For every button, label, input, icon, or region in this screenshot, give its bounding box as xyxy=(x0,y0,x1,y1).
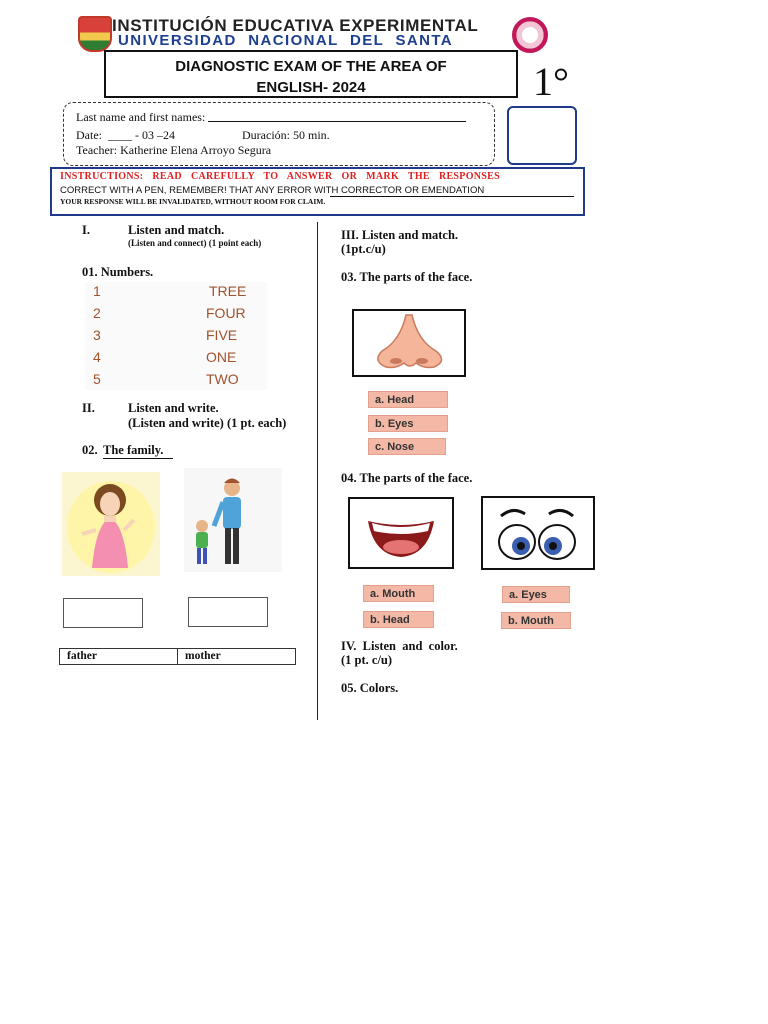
number-item[interactable]: 2 xyxy=(93,305,101,321)
date-value[interactable]: ____ - 03 –24 xyxy=(108,128,175,142)
institution-name: INSTITUCIÓN EDUCATIVA EXPERIMENTAL xyxy=(112,16,479,35)
instructions-line3: YOUR RESPONSE WILL BE INVALIDATED, WITHOUT ROOM FOR CLAIM. xyxy=(60,197,326,206)
section1-number: I. xyxy=(82,223,90,237)
eyes-picture xyxy=(481,496,595,570)
mother-answer-box[interactable] xyxy=(63,598,143,628)
number-item[interactable]: 4 xyxy=(93,349,101,365)
section2-subtitle: (Listen and write) (1 pt. each) xyxy=(128,416,287,430)
name-field[interactable] xyxy=(208,121,466,122)
tag-mouth-right[interactable]: b. Mouth xyxy=(501,612,571,629)
university-seal xyxy=(512,17,548,53)
school-logo xyxy=(78,16,112,52)
section3-subtitle: (1pt.c/u) xyxy=(341,242,386,256)
tag-nose[interactable]: c. Nose xyxy=(368,438,446,455)
question-03-label: 03. The parts of the face. xyxy=(341,270,473,284)
instructions-line1: INSTRUCTIONS: READ CAREFULLY TO ANSWER OR MARK THE RESPONSES xyxy=(60,171,500,182)
question-04-label: 04. The parts of the face. xyxy=(341,471,473,485)
teacher-label: Teacher: Katherine Elena Arroyo Segura xyxy=(76,143,272,157)
father-answer-box[interactable] xyxy=(188,597,268,627)
exam-title-line1: DIAGNOSTIC EXAM OF THE AREA OF xyxy=(175,58,447,75)
question-02-label: The family. xyxy=(103,443,173,459)
nose-picture xyxy=(352,309,466,377)
number-item[interactable]: 1 xyxy=(93,283,101,299)
mother-picture xyxy=(62,472,160,576)
number-word[interactable]: TREE xyxy=(209,283,247,299)
number-word[interactable]: TWO xyxy=(206,371,239,387)
number-word[interactable]: FIVE xyxy=(206,327,238,343)
name-label: Last name and first names: xyxy=(76,110,206,124)
number-item[interactable]: 5 xyxy=(93,371,101,387)
number-word[interactable]: FOUR xyxy=(206,305,246,321)
family-word-bank xyxy=(59,648,296,665)
exam-title-line2: ENGLISH- 2024 xyxy=(256,79,366,96)
question-05-label: 05. Colors. xyxy=(341,681,399,695)
duration-label: Duración: 50 min. xyxy=(242,128,330,142)
tag-eyes[interactable]: b. Eyes xyxy=(368,415,448,432)
section2-title: Listen and write. xyxy=(128,401,219,415)
date-label: Date: xyxy=(76,128,102,142)
section4-subtitle: (1 pt. c/u) xyxy=(341,653,393,667)
word-father: father xyxy=(60,649,178,664)
column-divider xyxy=(317,222,318,720)
question-02-number: 02. xyxy=(82,443,98,457)
section3-title: III. Listen and match. xyxy=(341,228,459,242)
section1-subtitle: (Listen and connect) (1 point each) xyxy=(128,238,262,248)
tag-head-left[interactable]: b. Head xyxy=(363,611,434,628)
mouth-picture xyxy=(348,497,454,569)
section4-title: IV. Listen and color. xyxy=(341,639,458,653)
number-item[interactable]: 3 xyxy=(93,327,101,343)
numbers-match-table xyxy=(85,282,267,390)
instructions-line2: CORRECT WITH A PEN, REMEMBER! THAT ANY ERROR WITH CORRECTOR OR EMENDATION xyxy=(60,185,485,196)
tag-head[interactable]: a. Head xyxy=(368,391,448,408)
number-word[interactable]: ONE xyxy=(206,349,237,365)
section2-number: II. xyxy=(82,401,95,415)
section1-title: Listen and match. xyxy=(128,223,225,237)
father-picture xyxy=(184,468,282,572)
exam-title-box xyxy=(104,50,518,98)
tag-mouth-left[interactable]: a. Mouth xyxy=(363,585,434,602)
grade-label: 1° xyxy=(533,59,569,104)
word-mother: mother xyxy=(185,650,221,662)
tag-eyes-right[interactable]: a. Eyes xyxy=(502,586,570,603)
score-box[interactable] xyxy=(507,106,577,165)
instructions-underline xyxy=(330,196,574,197)
university-name: UNIVERSIDAD NACIONAL DEL SANTA xyxy=(118,32,454,49)
question-01-label: 01. Numbers. xyxy=(82,265,154,279)
